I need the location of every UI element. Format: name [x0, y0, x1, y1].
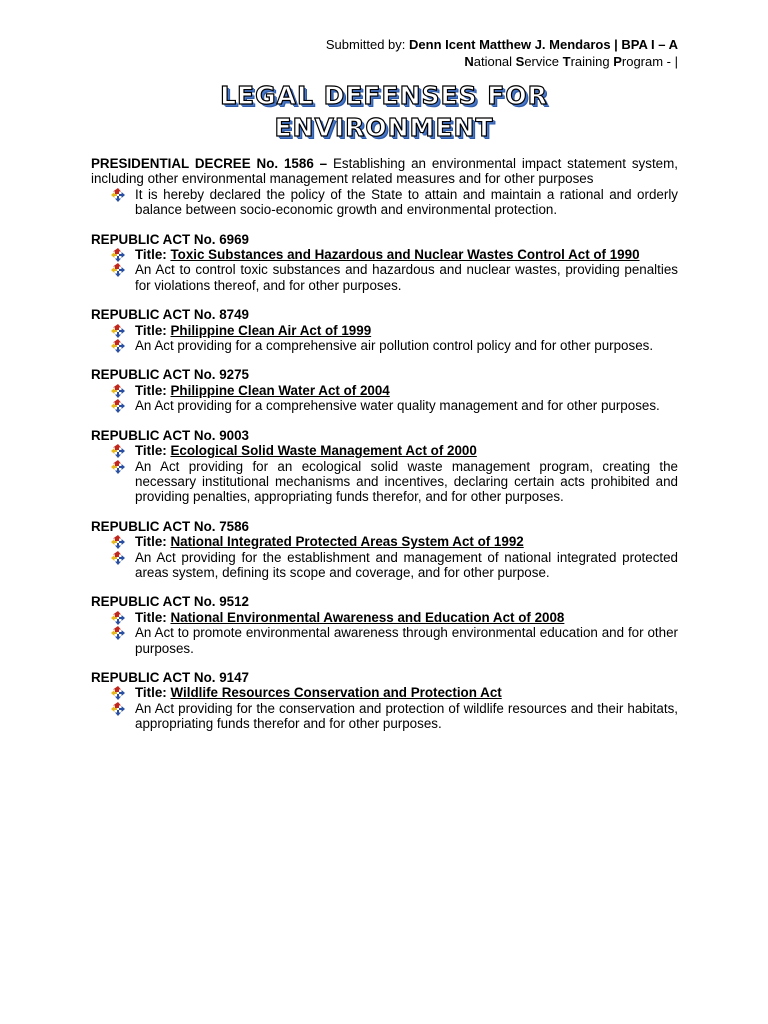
- section-republic-act: [91, 307, 678, 353]
- four-way-arrow-bullet-icon: [111, 551, 125, 565]
- program-line: [326, 53, 678, 70]
- pd-bullet-text: It is hereby declared the policy of the State to attain and maintain a rational and orderly balance between socio-economic growth and environmental protection.: [135, 186, 678, 218]
- bullet-item-title: [91, 685, 678, 700]
- act-title: National Integrated Protected Areas System Act of 1992: [170, 534, 524, 550]
- four-way-arrow-bullet-icon: [111, 339, 125, 353]
- title-label: Title:: [135, 609, 167, 625]
- title-line-2: ENVIRONMENT: [274, 113, 494, 142]
- section-heading: [91, 594, 678, 609]
- section-republic-act: [91, 428, 678, 505]
- program-text-3: raining: [570, 54, 614, 69]
- act-description: An Act to control toxic substances and hazardous and nuclear wastes, providing penalties for violations thereof, and for other purposes.: [135, 262, 678, 293]
- four-way-arrow-bullet-icon: [111, 399, 125, 413]
- four-way-arrow-bullet-icon: [111, 248, 125, 262]
- four-way-arrow-bullet-icon: [111, 384, 125, 398]
- four-way-arrow-bullet-icon: [111, 686, 125, 700]
- act-heading: REPUBLIC ACT No. 9512: [91, 594, 249, 610]
- act-title: Ecological Solid Waste Management Act of 2000: [170, 443, 477, 459]
- section-republic-act: [91, 367, 678, 413]
- bullet-item-title: [91, 383, 678, 398]
- section-heading: [91, 428, 678, 443]
- page-title: [0, 80, 768, 144]
- bullet-item-description: [91, 398, 678, 413]
- section-republic-act: [91, 519, 678, 581]
- bullet-item-title: [91, 610, 678, 625]
- act-description: An Act providing for a comprehensive air pollution control policy and for other purposes.: [135, 338, 654, 354]
- acts-list: [91, 232, 678, 732]
- section-republic-act: [91, 670, 678, 732]
- program-initial-t: T: [562, 54, 571, 69]
- four-way-arrow-bullet-icon: [111, 702, 125, 716]
- four-way-arrow-bullet-icon: [111, 324, 125, 338]
- section-heading: [91, 670, 678, 685]
- four-way-arrow-bullet-icon: [111, 460, 125, 474]
- title-label: Title:: [135, 443, 167, 459]
- bullet-item-description: [91, 625, 678, 656]
- act-heading: REPUBLIC ACT No. 9147: [91, 669, 249, 685]
- title-label: Title:: [135, 322, 167, 338]
- program-initial-n: N: [464, 54, 474, 69]
- act-title: Philippine Clean Air Act of 1999: [170, 322, 372, 338]
- four-way-arrow-bullet-icon: [111, 188, 125, 202]
- act-heading: REPUBLIC ACT No. 6969: [91, 231, 249, 247]
- act-description: An Act providing for an ecological solid waste management program, creating the necessary institutional mechanisms and incentives, declaring certain acts prohibited and providing penalties, appropriating funds therefor, and for other purposes.: [135, 458, 678, 505]
- act-heading: REPUBLIC ACT No. 9003: [91, 427, 249, 443]
- four-way-arrow-bullet-icon: [111, 535, 125, 549]
- section-heading: [91, 156, 678, 187]
- bullet-item-title: [91, 534, 678, 549]
- content: [91, 156, 678, 746]
- title-line-1: LEGAL DEFENSES FOR: [220, 81, 548, 110]
- bullet-item: [91, 187, 678, 218]
- pd-description: Establishing an environmental impact statement system, including other environmental management related measures and for other purposes: [91, 156, 678, 187]
- section-heading: [91, 367, 678, 382]
- bullet-item-description: [91, 338, 678, 353]
- bullet-item-title: [91, 247, 678, 262]
- bullet-item-title: [91, 443, 678, 458]
- submitted-by-line: [326, 36, 678, 53]
- four-way-arrow-bullet-icon: [111, 626, 125, 640]
- title-label: Title:: [135, 382, 167, 398]
- program-text-4: rogram - |: [621, 54, 678, 69]
- header: [326, 36, 678, 70]
- section-republic-act: [91, 594, 678, 656]
- program-initial-p: P: [613, 54, 622, 69]
- section-heading: [91, 232, 678, 247]
- act-title: Philippine Clean Water Act of 2004: [170, 382, 390, 398]
- act-description: An Act providing for a comprehensive water quality management and for other purposes.: [135, 398, 660, 414]
- four-way-arrow-bullet-icon: [111, 444, 125, 458]
- bullet-item-title: [91, 323, 678, 338]
- act-description: An Act providing for the establishment and management of national integrated protected areas system, defining its scope and coverage, and for other purpose.: [135, 549, 678, 580]
- act-title: National Environmental Awareness and Education Act of 2008: [170, 609, 565, 625]
- program-initial-s: S: [515, 54, 525, 69]
- act-description: An Act providing for the conservation and protection of wildlife resources and their habitats, appropriating funds therefor and for other purposes.: [135, 700, 678, 732]
- bullet-item-description: [91, 459, 678, 505]
- pd-heading: PRESIDENTIAL DECREE No. 1586 –: [91, 156, 328, 171]
- act-heading: REPUBLIC ACT No. 7586: [91, 518, 249, 534]
- section-pd-1586: [91, 156, 678, 218]
- bullet-item-description: [91, 701, 678, 732]
- section-republic-act: [91, 232, 678, 294]
- title-label: Title:: [135, 247, 167, 263]
- section-heading: [91, 519, 678, 534]
- four-way-arrow-bullet-icon: [111, 611, 125, 625]
- title-label: Title:: [135, 534, 167, 550]
- bullet-item-description: [91, 262, 678, 293]
- four-way-arrow-bullet-icon: [111, 263, 125, 277]
- act-description: An Act to promote environmental awareness through environmental education and for other purposes.: [135, 625, 678, 656]
- act-heading: REPUBLIC ACT No. 9275: [91, 367, 249, 383]
- bullet-item-description: [91, 550, 678, 581]
- program-text-1: ational: [473, 54, 516, 69]
- program-text-2: ervice: [524, 54, 563, 69]
- act-title: Toxic Substances and Hazardous and Nuclear Wastes Control Act of 1990: [170, 247, 640, 263]
- act-title: Wildlife Resources Conservation and Protection Act: [170, 685, 502, 701]
- title-label: Title:: [135, 685, 167, 701]
- submitted-by-label: Submitted by:: [325, 37, 406, 52]
- submitted-by-name: Denn Icent Matthew J. Mendaros | BPA I – A: [409, 37, 678, 52]
- act-heading: REPUBLIC ACT No. 8749: [91, 307, 249, 323]
- section-heading: [91, 307, 678, 322]
